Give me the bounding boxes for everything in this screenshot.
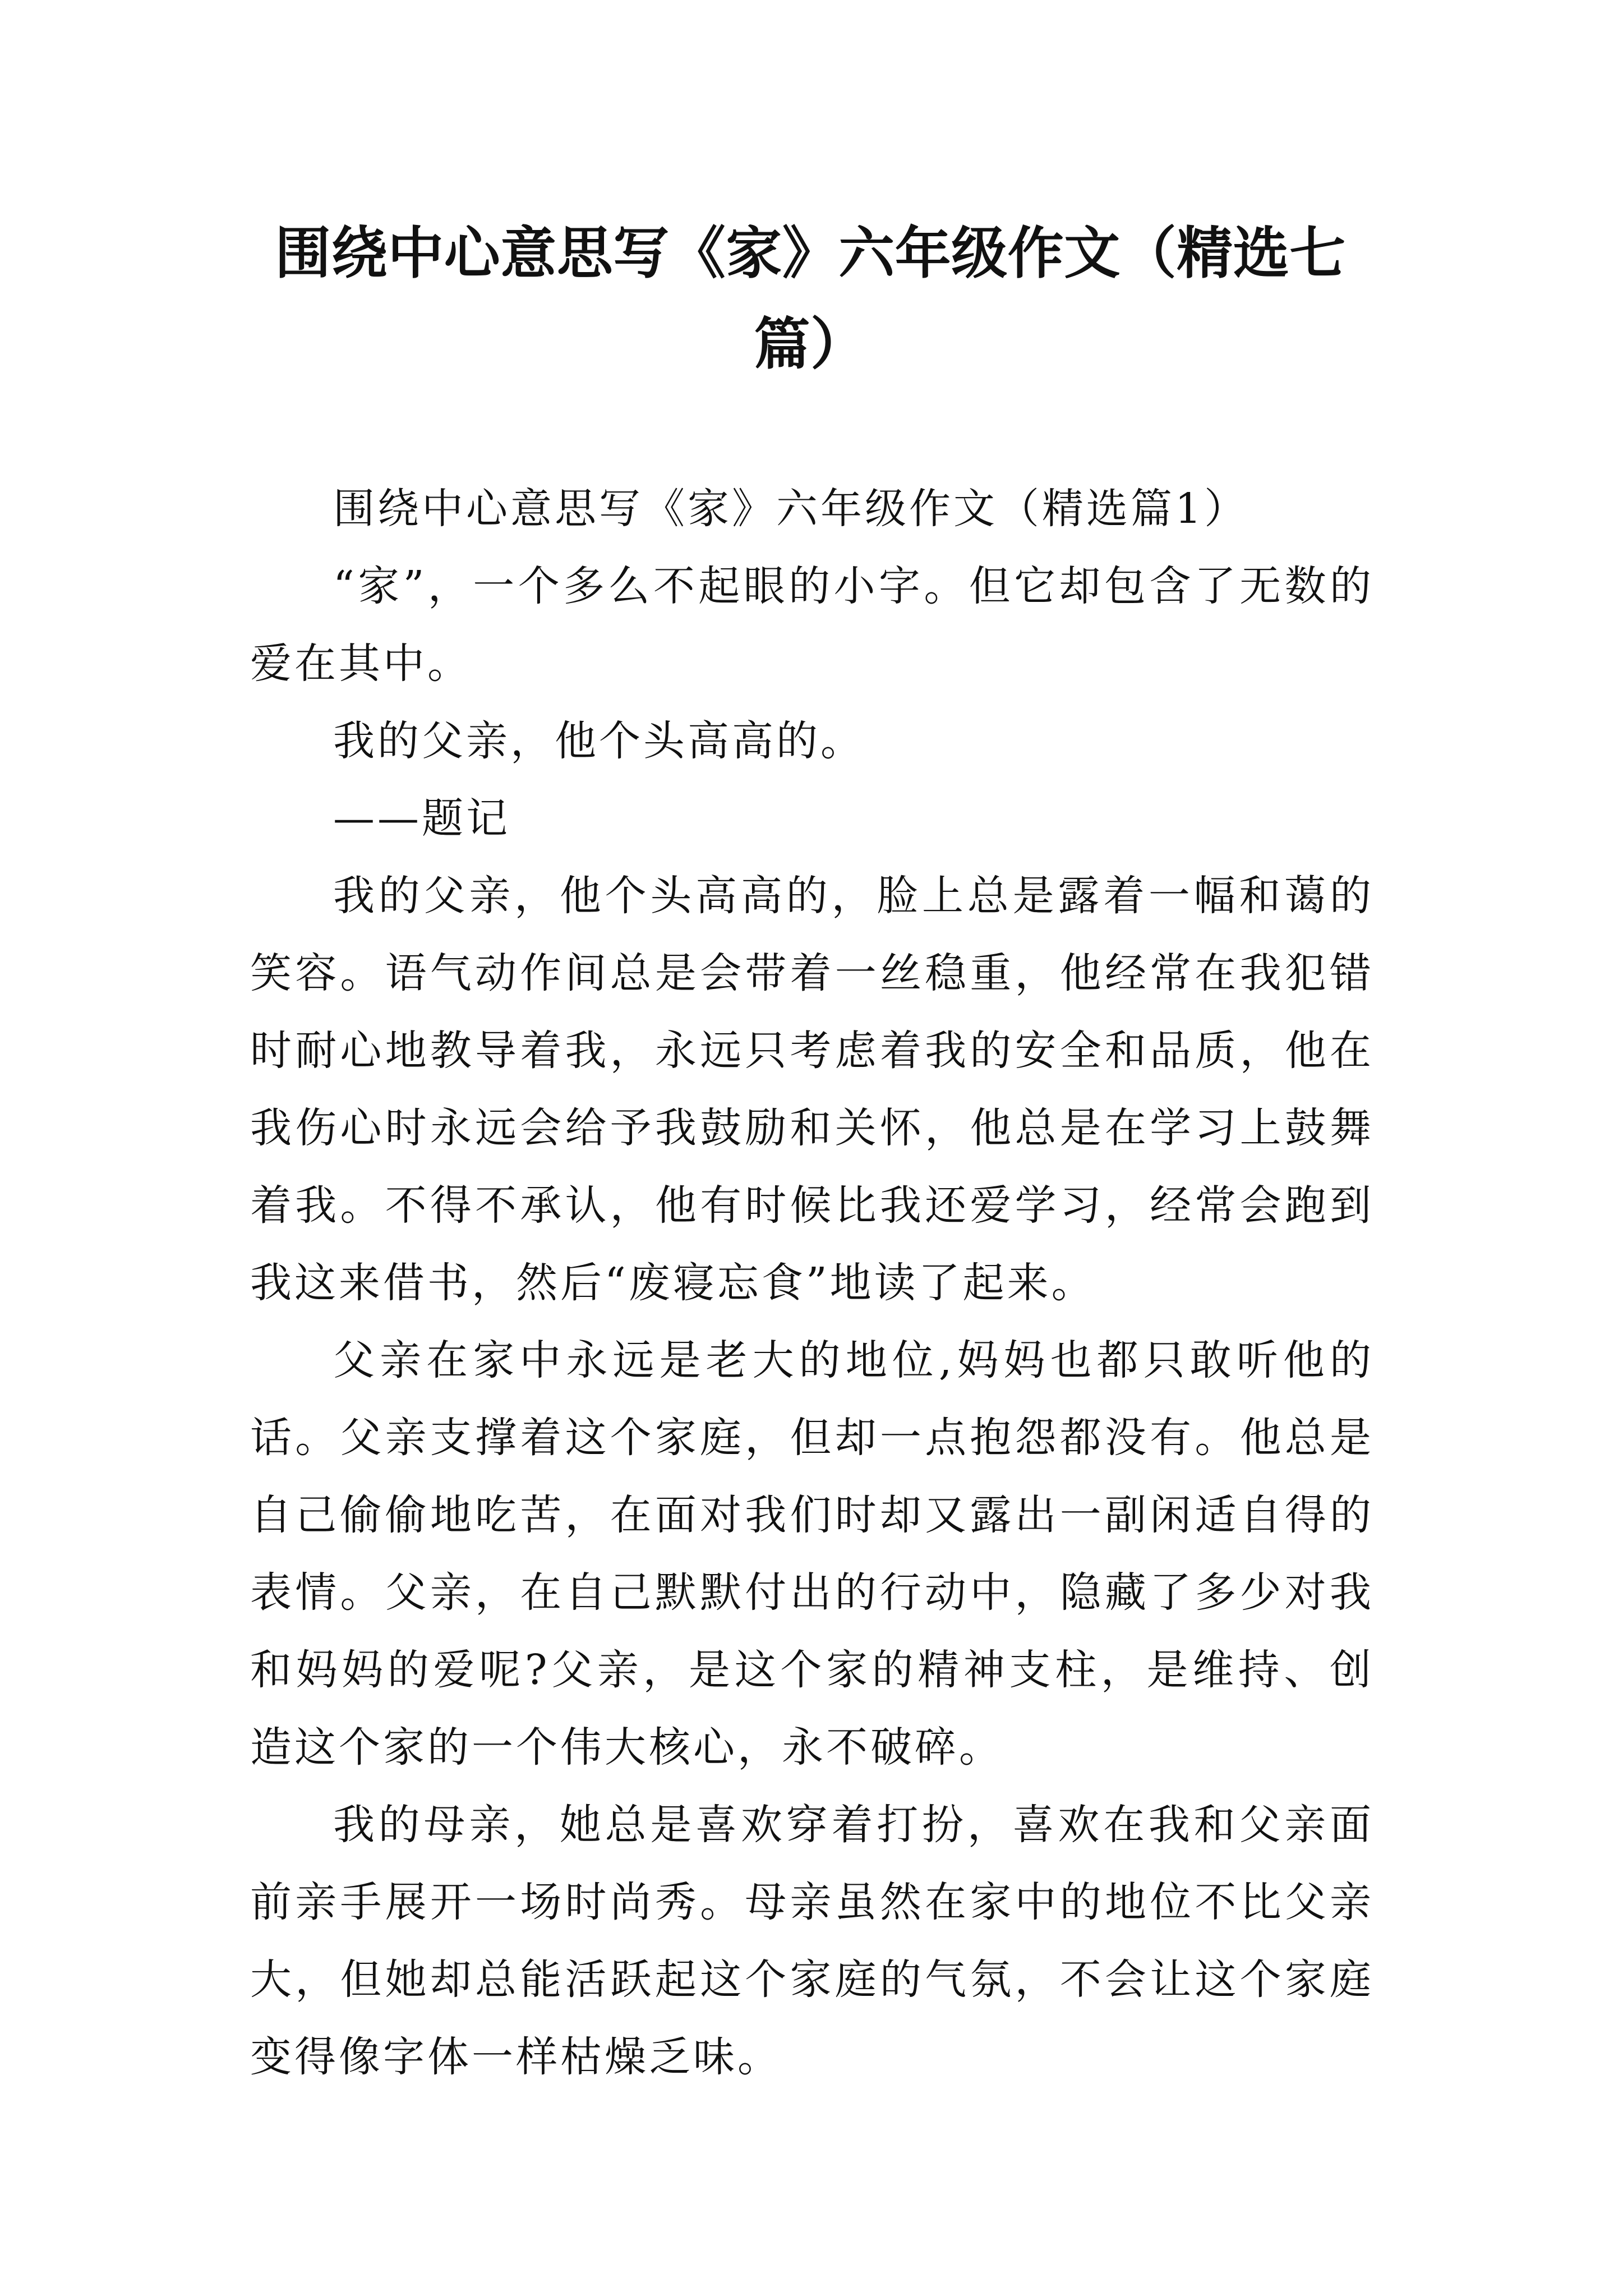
body-paragraph: 我的父亲，他个头高高的。: [333, 717, 865, 765]
document-title: 围绕中心意思写《家》六年级作文（精选七篇）: [275, 220, 1346, 377]
document-body: [250, 470, 1374, 2096]
epigraph-attribution: ——题记: [333, 794, 510, 843]
body-paragraph: 我的母亲，她总是喜欢穿着打扮，喜欢在我和父亲面前亲手展开一场时尚秀。母亲虽然在家中的地位不比父亲大，但她却总能活跃起这个家庭的气氛，不会让这个家庭变得像字体一样枯燥乏味。: [250, 1801, 1374, 2081]
body-paragraph: 父亲在家中永远是老大的地位,妈妈也都只敢听他的话。父亲支撑着这个家庭，但却一点抱怨都没有。他总是自己偷偷地吃苦，在面对我们时却又露出一副闲适自得的表情。父亲，在自己默默付出的行动中，隐藏了多少对我和妈妈的爱呢?父亲，是这个家的精神支柱，是维持、创造这个家的一个伟大核心，永不破碎。: [250, 1336, 1374, 1772]
subheading-paragraph: 围绕中心意思写《家》六年级作文（精选篇1）: [333, 485, 1249, 533]
body-paragraph: 我的父亲，他个头高高的，脸上总是露着一幅和蔼的笑容。语气动作间总是会带着一丝稳重，他经常在我犯错时耐心地教导着我，永远只考虑着我的安全和品质，他在我伤心时永远会给予我鼓励和关怀，他总是在学习上鼓舞着我。不得不承认，他有时候比我还爱学习，经常会跑到我这来借书，然后“废寝忘食”地读了起来。: [250, 872, 1374, 1307]
body-paragraph: “家”，一个多么不起眼的小字。但它却包含了无数的爱在其中。: [250, 562, 1374, 688]
